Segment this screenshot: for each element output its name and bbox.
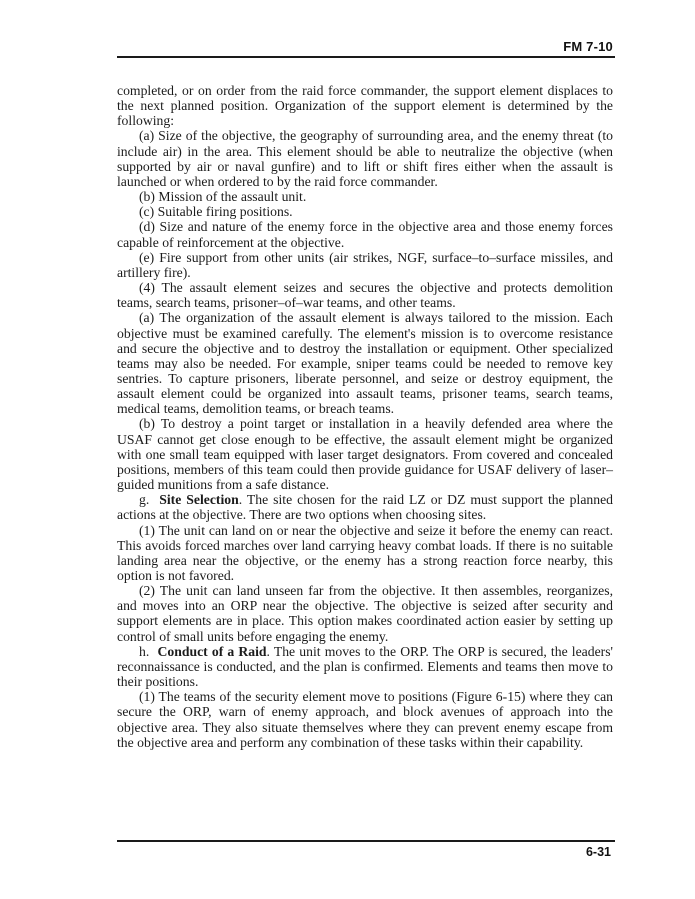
paragraph [117,416,613,492]
bold-text-run: Site Selection [159,492,239,508]
text-run: . The unit moves to the ORP. The ORP is secured, the leaders' reconnaissance is conducted, and the plan is confirmed. Elements and teams then move to their positions. [117,643,614,690]
text-run: (2) The unit can land unseen far from the objective. It then assembles, reorganizes, and moves into an ORP near the objective. The objective is seized after security and support elements are in place. This option makes coordinated action easier by setting up control of small units before engaging the enemy. [117,583,613,644]
paragraph [117,689,613,750]
paragraph [117,250,613,280]
paragraph [117,523,613,584]
footer-rule [117,840,615,842]
header-doc-id: FM 7-10 [563,39,613,54]
paragraph [117,128,613,189]
paragraph [117,219,613,249]
text-run: g. [139,492,160,508]
paragraph [117,583,613,644]
text-run: (b) Mission of the assault unit. [139,189,307,205]
bold-text-run: Conduct of a Raid [157,643,267,659]
text-run: . The site chosen for the raid LZ or DZ must support the planned actions at the objective. There are two options when choosing sites. [117,492,614,523]
text-run: (e) Fire support from other units (air strikes, NGF, surface–to–surface missiles, and artillery fire). [117,249,613,280]
text-run: (4) The assault element seizes and secures the objective and protects demolition teams, search teams, prisoner–of–war teams, and other teams. [117,280,613,311]
header-rule [117,56,615,58]
paragraph [117,204,613,219]
paragraph [117,310,613,416]
body-text [117,83,613,750]
text-run: (a) Size of the objective, the geography of surrounding area, and the enemy threat (to include air) in the area. This element should be able to neutralize the objective (when supported by air or naval gunfire) and to lift or shift fires either when the assault is launched or when ordered to by the raid force commander. [117,128,613,189]
text-run: (a) The organization of the assault element is always tailored to the mission. Each objective must be examined carefully. The element's mission is to overcome resistance and secure the objective and to destroy the installation or equipment. Other specialized teams may also be needed. For example, sniper teams could be needed to remove key sentries. To capture prisoners, liberate personnel, and seize or destroy equipment, the assault element could be organized into assault teams, prisoner teams, search teams, medical teams, demolition teams, or breach teams. [117,310,613,417]
paragraph [117,280,613,310]
text-run: completed, or on order from the raid force commander, the support element displaces to the next planned position. Organization of the support element is determined by the following: [117,83,613,129]
paragraph [117,492,613,522]
paragraph [117,644,613,689]
text-run: (b) To destroy a point target or installation in a heavily defended area where the USAF cannot get close enough to be effective, the assault element might be organized with one small team equipped with laser target designators. From covered and concealed positions, members of this team could then provide guidance for USAF delivery of laser–guided munitions from a safe distance. [117,416,613,493]
text-run: (1) The unit can land on or near the objective and seize it before the enemy can react. This avoids forced marches over land carrying heavy combat loads. If there is no suitable landing area near the objective, or the enemy has a strong reaction force nearby, this option is not favored. [117,522,613,583]
text-run: (c) Suitable firing positions. [139,204,293,220]
paragraph [117,83,613,128]
paragraph [117,189,613,204]
text-run: (d) Size and nature of the enemy force in the objective area and those enemy forces capable of reinforcement at the objective. [117,219,613,250]
page-number: 6-31 [585,845,611,859]
text-run: h. [139,643,158,659]
text-run: (1) The teams of the security element move to positions (Figure 6-15) where they can secure the ORP, warn of enemy approach, and block avenues of approach into the objective area. They also situate themselves where they can prevent enemy escape from the objective area and perform any combination of these tasks within their capability. [117,689,613,750]
